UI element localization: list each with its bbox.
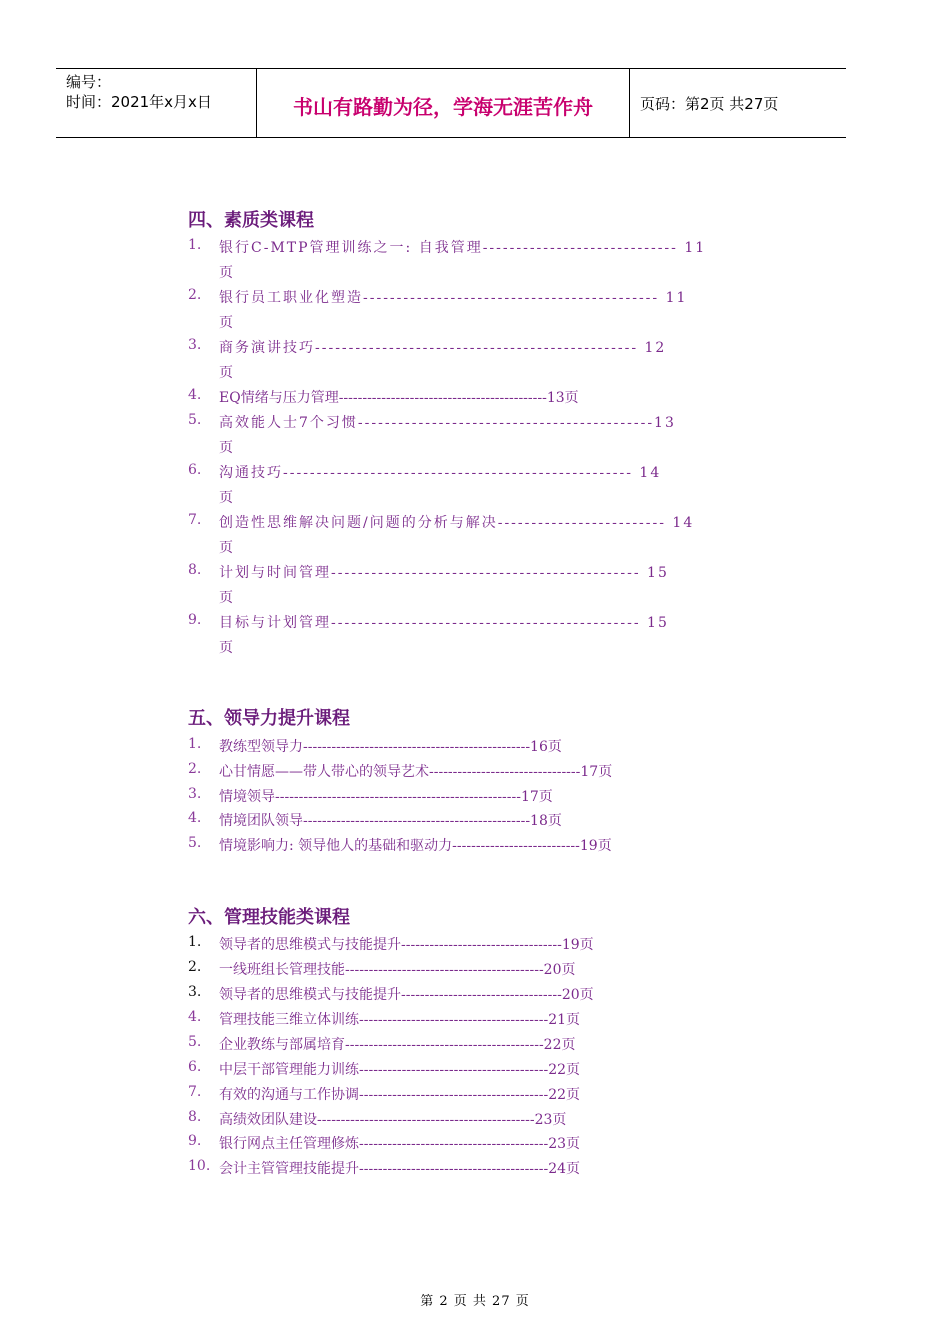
section-leadership <box>188 706 788 732</box>
header-meta-cell <box>56 69 257 137</box>
motto: 书山有路勤为径，学海无涯苦作舟 <box>293 95 593 119</box>
code-label: 编号： <box>66 73 112 91</box>
page-header <box>56 68 846 138</box>
section-management <box>188 905 788 931</box>
section-title: 五、领导力提升课程 <box>188 708 350 729</box>
page-label: 页码：第2页 共27页 <box>640 95 779 113</box>
section-title: 六、管理技能类课程 <box>188 907 350 928</box>
header-page-cell <box>630 69 846 137</box>
page-footer: 第 2 页 共 27 页 <box>420 1294 530 1309</box>
section-quality <box>188 208 788 234</box>
header-motto-cell <box>257 69 630 137</box>
section-title: 四、素质类课程 <box>188 210 314 231</box>
time-label: 时间：2021年x月x日 <box>66 93 212 111</box>
